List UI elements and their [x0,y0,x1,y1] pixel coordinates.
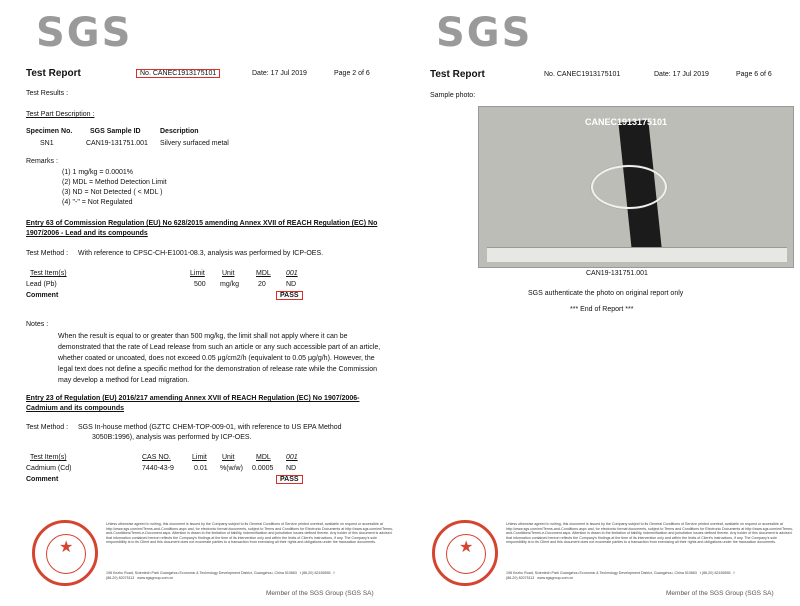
report-page-2 [4,0,396,606]
table-header: MDL [256,270,271,277]
entry-63-heading-cont: 1907/2006 - Lead and its compounds [26,230,148,237]
page-number: Page 2 of 6 [334,70,370,77]
table-header: Unit [222,270,235,277]
address-footer: 198 Kezhu Road, Scientech Park Guangzhou Economic & Technology Development District, Guangzhou, China 510663 t (86-20) 82155555 f (86-20) 82075113 www.sgsgroup.com.cn [506,571,735,580]
specimen-header: SGS Sample ID [90,128,141,135]
note-line: When the result is equal to or greater than 500 mg/kg, the limit shall not apply where it can be [58,333,348,340]
report-title: Test Report [26,68,81,79]
remark-item: (2) MDL = Method Detection Limit [62,179,167,186]
test-method-label: Test Method : [26,250,69,257]
report-date: Date: 17 Jul 2019 [654,71,709,78]
table-cell: 500 [194,281,206,288]
table-header: Limit [190,270,205,277]
report-number: No. CANEC1913175101 [136,69,220,78]
table-header: MDL [256,454,271,461]
legal-disclaimer: Unless otherwise agreed in writing, this document is issued by the Company subject to its General Conditions of Service printed overleaf, available on request or accessible at http://www.sgs.com/en/Terms-and-Conditions.aspx and, for electronic format documents, subject to Terms and Conditions for Electronic Documents at http://www.sgs.com/en/Terms-and-Conditions/Terms-e-Document.aspx. Attention is drawn to the limitation of liability, indemnification and jurisdiction issues defined therein. Any holder of this document is advised that information contained hereon reflects the Company's findings at the time of its intervention only and within the limits of Client's instructions, if any. The Company's sole responsibility is to its Client and this document does not exonerate parties to a transaction from exercising all their rights and obligations under the transaction documents. [506,522,794,545]
notes-label: Notes : [26,321,49,328]
remarks-label: Remarks : [26,158,58,165]
sgs-logo: SGS [436,10,533,56]
pass-badge: PASS [276,475,303,484]
member-footer: Member of the SGS Group (SGS SA) [666,590,774,597]
sample-photo-label: Sample photo: [430,92,476,99]
note-line: whether coated or uncoated, does not exceed 0.05 μg/cm2/h (equivalent to 0.05 μg/g/h). However, the [58,355,375,362]
end-of-report: *** End of Report *** [570,306,634,313]
test-part-label: Test Part Description : [26,111,95,118]
pass-badge: PASS [276,291,303,300]
legal-disclaimer: Unless otherwise agreed in writing, this document is issued by the Company subject to its General Conditions of Service printed overleaf, available on request or accessible at http://www.sgs.com/en/Terms-and-Conditions.aspx and, for electronic format documents, subject to Terms and Conditions for Electronic Documents at http://www.sgs.com/en/Terms-and-Conditions/Terms-e-Document.aspx. Attention is drawn to the limitation of liability, indemnification and jurisdiction issues defined therein. Any holder of this document is advised that information contained hereon reflects the Company's findings at the time of its intervention only and within the limits of Client's instructions, if any. The Company's sole responsibility is to its Client and this document does not exonerate parties to a transaction from exercising all their rights and obligations under the transaction documents. [106,522,394,545]
table-cell: 7440-43-9 [142,465,174,472]
specimen-header: Specimen No. [26,128,73,135]
table-header: CAS NO. [142,454,171,461]
specimen-cell: Silvery surfaced metal [160,140,229,147]
table-cell: %(w/w) [220,465,243,472]
remark-item: (3) ND = Not Detected ( < MDL ) [62,189,163,196]
table-header: Limit [192,454,207,461]
table-header: 001 [286,270,298,277]
entry-23-heading-cont: Cadmium and its compounds [26,405,125,412]
company-seal [432,520,498,586]
test-method-text: SGS In-house method (GZTC CHEM-TOP-009-01, with reference to US EPA Method [78,424,342,431]
authenticate-note: SGS authenticate the photo on original report only [528,290,684,297]
table-header: Test Item(s) [30,454,67,461]
star-icon: ★ [459,539,474,556]
report-number: No. CANEC1913175101 [544,71,621,78]
company-seal [32,520,98,586]
report-page-6 [404,0,796,606]
report-date: Date: 17 Jul 2019 [252,70,307,77]
test-method-text-cont: 3050B:1996), analysis was performed by ICP-OES. [92,434,252,441]
entry-23-heading: Entry 23 of Regulation (EU) 2016/217 amending Annex XVII of REACH Regulation (EC) No 1907/2006- [26,395,360,402]
table-cell: 0.01 [194,465,208,472]
table-header: Unit [222,454,235,461]
star-icon: ★ [59,539,74,556]
table-cell: Lead (Pb) [26,281,57,288]
specimen-cell: CAN19-131751.001 [86,140,148,147]
specimen-cell: SN1 [40,140,54,147]
table-cell: ND [286,281,297,288]
address-footer: 198 Kezhu Road, Scientech Park Guangzhou Economic & Technology Development District, Guangzhou, China 510663 t (86-20) 82155555 f (86-20) 82075113 www.sgsgroup.com.cn [106,571,335,580]
remark-item: (4) "-" = Not Regulated [62,199,133,206]
table-header: Test Item(s) [30,270,67,277]
page-number: Page 6 of 6 [736,71,772,78]
test-method-text: With reference to CPSC-CH-E1001-08.3, analysis was performed by ICP-OES. [78,250,324,257]
table-cell: 20 [258,281,266,288]
entry-63-heading: Entry 63 of Commission Regulation (EU) No 628/2015 amending Annex XVII of REACH Regulation (EC) No [26,220,378,227]
sample-photo [478,106,794,268]
table-cell: 0.0005 [252,465,274,472]
table-cell: ND [286,465,297,472]
specimen-header: Description [160,128,199,135]
comment-label: Comment [26,292,59,299]
test-method-label: Test Method : [26,424,69,431]
test-results-label: Test Results : [26,90,69,97]
comment-label: Comment [26,476,59,483]
note-line: may develop a method for Lead migration. [58,377,190,384]
note-line: demonstrated that the rate of Lead release from such an article or any such accessible part of an article, [58,344,381,351]
ruler-horizontal [487,247,787,262]
photo-caption: CAN19-131751.001 [586,270,648,277]
photo-label: CANEC1913175101 [585,117,668,127]
sgs-logo: SGS [36,10,133,56]
metal-ring [591,165,667,209]
table-cell: mg/kg [220,281,240,288]
table-header: 001 [286,454,298,461]
table-cell: Cadmium (Cd) [26,465,72,472]
note-line: legal text does not define a specific method for the demonstration of release rate while the Commission [58,366,378,373]
remark-item: (1) 1 mg/kg = 0.0001% [62,169,134,176]
member-footer: Member of the SGS Group (SGS SA) [266,590,374,597]
report-title: Test Report [430,69,485,80]
